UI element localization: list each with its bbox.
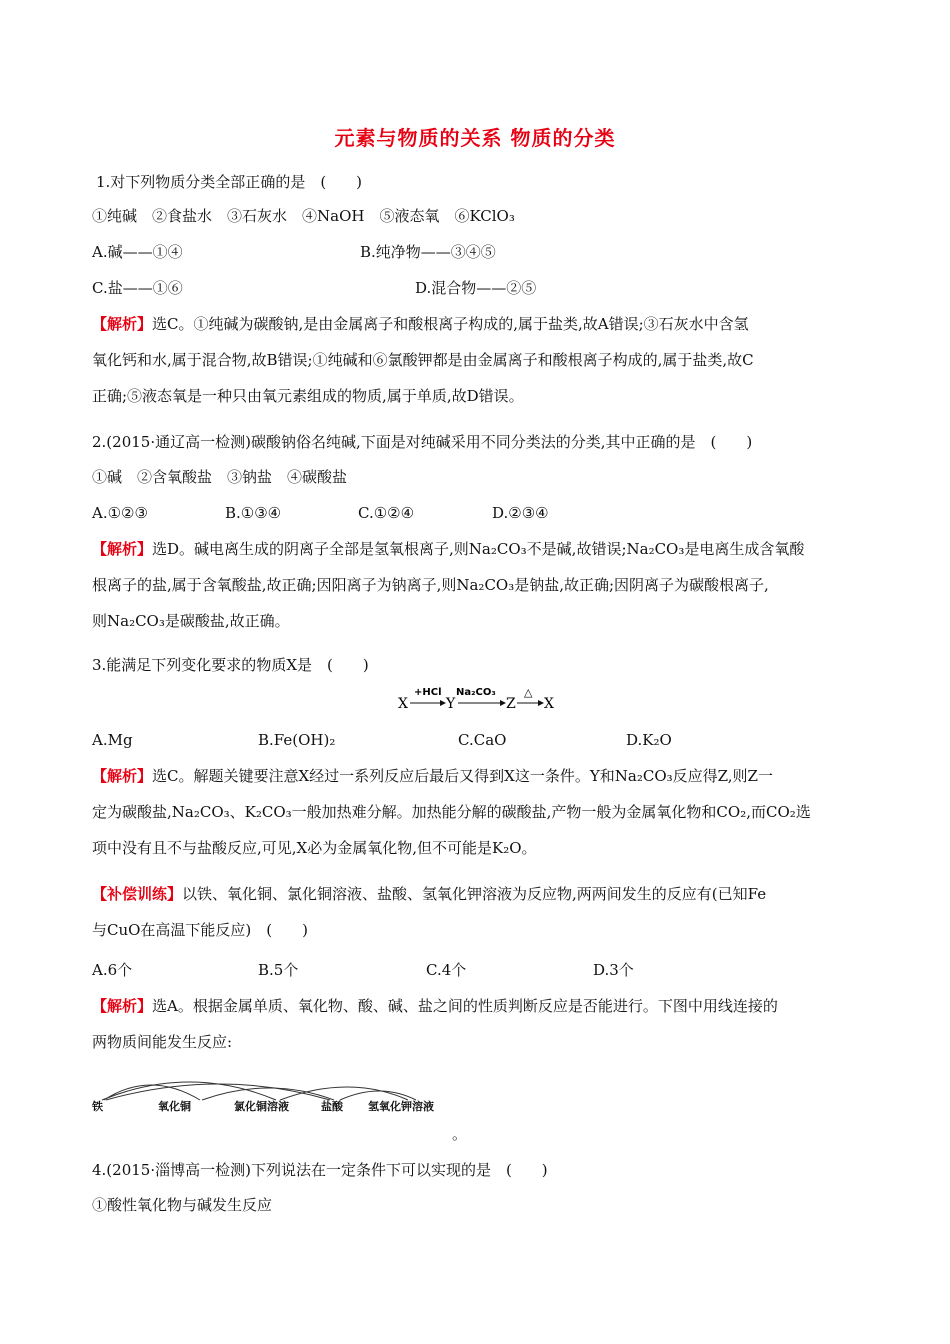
q2-analysis-line-3: 则Na₂CO₃是碳酸盐,故正确。 <box>92 612 290 630</box>
q1-items: ①纯碱 ②食盐水 ③石灰水 ④NaOH ⑤液态氧 ⑥KClO₃ <box>92 207 515 225</box>
q2-analysis-line-1: 选D。碱电离生成的阴离子全部是氢氧根离子,则Na₂CO₃不是碱,故错误;Na₂CO₃是电离生成含氧酸 <box>152 540 805 558</box>
supplement-stem <box>92 876 862 948</box>
analysis-tag: 【解析】 <box>92 315 153 333</box>
link-iron-hcl <box>106 1084 330 1100</box>
q3-option-d: D.K₂O <box>626 731 672 749</box>
q1-analysis-line-3: 正确;⑤液态氧是一种只由氧元素组成的物质,属于单质,故D错误。 <box>92 387 524 405</box>
q1-analysis-line-1: 选C。①纯碱为碳酸钠,是由金属离子和酸根离子构成的,属于盐类,故A错误;③石灰水中含氢 <box>152 315 749 333</box>
diagram-end-mark: 。 <box>452 1125 468 1143</box>
supplement-analysis-line-2: 两物质间能发生反应: <box>92 1033 233 1051</box>
scheme-arrow1-label: +HCl <box>414 687 442 698</box>
q3-option-b: B.Fe(OH)₂ <box>258 731 336 749</box>
q2-stem: 2.(2015·通辽高一检测)碳酸钠俗名纯碱,下面是对纯碱采用不同分类法的分类,其中正确的是 ( ) <box>92 433 753 451</box>
q3-option-c: C.CaO <box>458 731 507 749</box>
scheme-arrow3-label: △ <box>524 686 533 699</box>
scheme-z: Z <box>506 696 516 712</box>
q3-analysis <box>92 758 862 866</box>
diagram-label-koh: 氢氧化钾溶液 <box>368 1100 434 1113</box>
q1-option-b: B.纯净物——③④⑤ <box>360 243 496 261</box>
page-title: 元素与物质的关系 物质的分类 <box>334 126 616 150</box>
scheme-x2: X <box>544 696 554 712</box>
diagram-label-copper-oxide: 氧化铜 <box>158 1100 191 1113</box>
q4-item-1: ①酸性氧化物与碱发生反应 <box>92 1196 273 1214</box>
supplement-tag: 【补偿训练】 <box>92 885 183 903</box>
q2-items: ①碱 ②含氧酸盐 ③钠盐 ④碳酸盐 <box>92 468 348 486</box>
diagram-label-iron: 铁 <box>92 1100 103 1113</box>
q3-reaction-scheme <box>396 684 556 716</box>
supplement-analysis <box>92 988 862 1060</box>
supplement-stem-line-1: 以铁、氧化铜、氯化铜溶液、盐酸、氢氧化钾溶液为反应物,两两间发生的反应有(已知Fe <box>182 885 767 903</box>
scheme-y: Y <box>446 696 456 712</box>
analysis-tag: 【解析】 <box>92 997 153 1015</box>
q3-analysis-line-1: 选C。解题关键要注意X经过一系列反应后最后又得到X这一条件。Y和Na₂CO₃反应得Z,则Z一 <box>152 767 773 785</box>
q1-option-d: D.混合物——②⑤ <box>415 279 537 297</box>
q4-stem: 4.(2015·淄博高一检测)下列说法在一定条件下可以实现的是 ( ) <box>92 1161 548 1179</box>
analysis-tag: 【解析】 <box>92 767 153 785</box>
supplement-option-b: B.5个 <box>258 961 299 979</box>
link-iron-copperoxide <box>104 1085 200 1100</box>
supplement-stem-line-2: 与CuO在高温下能反应) ( ) <box>92 921 308 939</box>
q1-stem: 1.对下列物质分类全部正确的是 ( ) <box>96 173 363 191</box>
q1-analysis <box>92 306 862 414</box>
supplement-analysis-line-1: 选A。根据金属单质、氧化物、酸、碱、盐之间的性质判断反应是否能进行。下图中用线连接的 <box>152 997 778 1015</box>
q1-option-a: A.碱——①④ <box>92 243 183 261</box>
reaction-diagram <box>90 1074 460 1118</box>
supplement-option-c: C.4个 <box>426 961 467 979</box>
q3-analysis-line-2: 定为碳酸盐,Na₂CO₃、K₂CO₃一般加热难分解。加热能分解的碳酸盐,产物一般为金属氧化物和CO₂,而CO₂选 <box>92 803 811 821</box>
supplement-option-a: A.6个 <box>92 961 133 979</box>
q2-analysis <box>92 531 862 639</box>
scheme-x: X <box>398 696 408 712</box>
q1-analysis-line-2: 氧化钙和水,属于混合物,故B错误;①纯碱和⑥氯酸钾都是由金属离子和酸根离子构成的,属于盐类,故C <box>92 351 754 369</box>
q3-stem: 3.能满足下列变化要求的物质X是 ( ) <box>92 656 369 674</box>
scheme-arrow2-label: Na₂CO₃ <box>456 687 496 698</box>
q3-analysis-line-3: 项中没有且不与盐酸反应,可见,X必为金属氧化物,但不可能是K₂O。 <box>92 839 537 857</box>
analysis-tag: 【解析】 <box>92 540 153 558</box>
diagram-label-copper-chloride: 氯化铜溶液 <box>234 1100 289 1113</box>
supplement-option-d: D.3个 <box>593 961 634 979</box>
q1-option-c: C.盐——①⑥ <box>92 279 183 297</box>
q2-option-d: D.②③④ <box>492 504 549 522</box>
q3-option-a: A.Mg <box>92 731 133 749</box>
diagram-label-hcl: 盐酸 <box>321 1100 343 1113</box>
q2-analysis-line-2: 根离子的盐,属于含氧酸盐,故正确;因阳离子为钠离子,则Na₂CO₃是钠盐,故正确;因阴离子为碳酸根离子, <box>92 576 769 594</box>
q2-option-b: B.①③④ <box>225 504 282 522</box>
q2-option-a: A.①②③ <box>92 504 148 522</box>
q2-option-c: C.①②④ <box>358 504 415 522</box>
